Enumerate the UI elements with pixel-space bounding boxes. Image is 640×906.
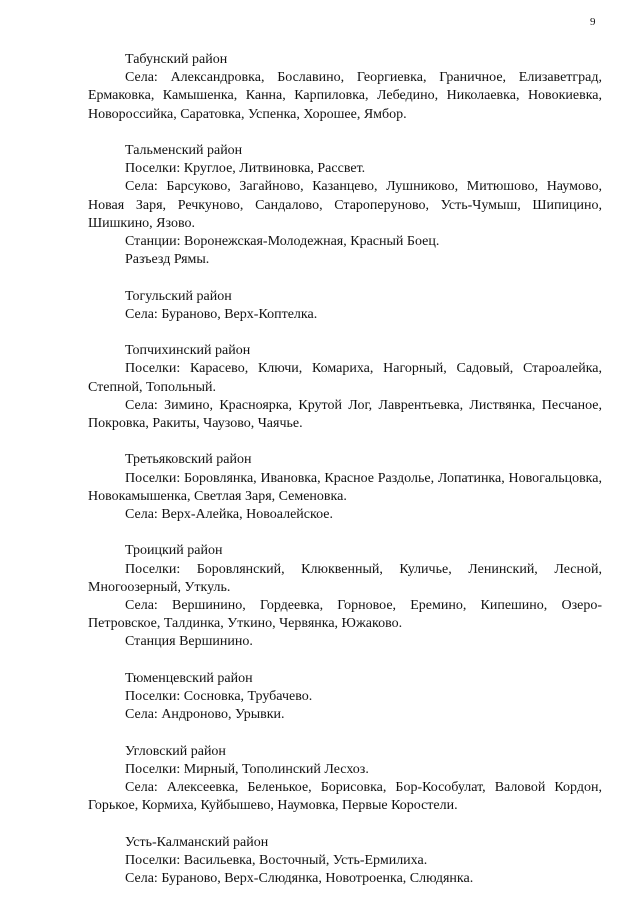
district-name: Тальменский район [125,143,243,158]
settlement-line: Села: Барсуково, Загайново, Казанцево, Лушниково, Митюшово, Наумово, Новая Заря, Речкуново, Сандалово, Староперуново, Усть-Чумыш, Шипицино, Шишкино, Язово. [88,179,602,231]
settlement-line: Поселки: Васильевка, Восточный, Усть-Ермилиха. [125,852,428,868]
district-name: Табунский район [125,52,228,67]
settlement-line: Села: Верх-Алейка, Новоалейское. [125,507,333,523]
settlement-line: Села: Бураново, Верх-Слюдянка, Новотроенка, Слюдянка. [125,871,474,887]
settlement-line: Поселки: Боровлянка, Ивановка, Красное Раздолье, Лопатинка, Новогальцовка, Новокамышенка, Светлая Заря, Семеновка. [88,470,602,504]
district-name: Тюменцевский район [125,670,253,686]
settlement-line: Села: Александровка, Бославино, Георгиевка, Граничное, Елизаветград, Ермаковка, Камышенка, Канна, Карпиловка, Лебедино, Николаевка, Новокиевка, Новороссийка, Саратовка, Успенка, Хорошее, Ямбор. [88,70,602,122]
district-name: Усть-Калманский район [125,834,269,850]
settlement-line: Поселки: Мирный, Тополинский Лесхоз. [125,761,369,777]
district-name: Троицкий район [125,543,223,559]
district-block [88,834,602,889]
settlement-line: Поселки: Сосновка, Трубачево. [125,689,313,705]
district-name: Топчихинский район [125,343,251,359]
district-list [88,51,602,906]
district-name: Тогульский район [125,288,232,304]
settlement-line: Села: Бураново, Верх-Коптелка. [125,306,318,322]
district-block [88,342,602,433]
district-name: Третьяковский район [125,452,252,468]
district-block [88,51,602,124]
settlement-line: Села: Андроново, Урывки. [125,707,285,723]
settlement-line: Станция Вершинино. [125,634,253,650]
district-block [88,451,602,524]
settlement-line: Села: Алексеевка, Беленькое, Борисовка, Бор-Кособулат, Валовой Кордон, Горькое, Кормиха, Куйбышево, Наумовка, Первые Коростели. [88,780,602,814]
settlement-line: Села: Вершинино, Гордеевка, Горновое, Еремино, Кипешино, Озеро-Петровское, Талдинка, Уткино, Червянка, Южаково. [88,598,602,632]
district-block [88,670,602,725]
district-block [88,743,602,816]
district-block [88,288,602,324]
district-name: Угловский район [125,743,226,759]
settlement-line: Поселки: Карасево, Ключи, Комариха, Нагорный, Садовый, Староалейка, Степной, Топольный. [88,361,602,395]
page-number: 9 [590,16,596,28]
settlement-line: Поселки: Круглое, Литвиновка, Рассвет. [125,161,366,177]
district-block [88,542,602,651]
settlement-line: Станции: Воронежская-Молодежная, Красный Боец. [125,234,440,250]
settlement-line: Поселки: Боровлянский, Клюквенный, Куличье, Ленинский, Лесной, Многоозерный, Уткуль. [88,561,602,595]
district-block [88,142,602,269]
settlement-line: Разъезд Рямы. [125,252,210,268]
settlement-line: Села: Зимино, Красноярка, Крутой Лог, Лаврентьевка, Листвянка, Песчаное, Покровка, Ракиты, Чаузово, Чаячье. [88,397,602,432]
